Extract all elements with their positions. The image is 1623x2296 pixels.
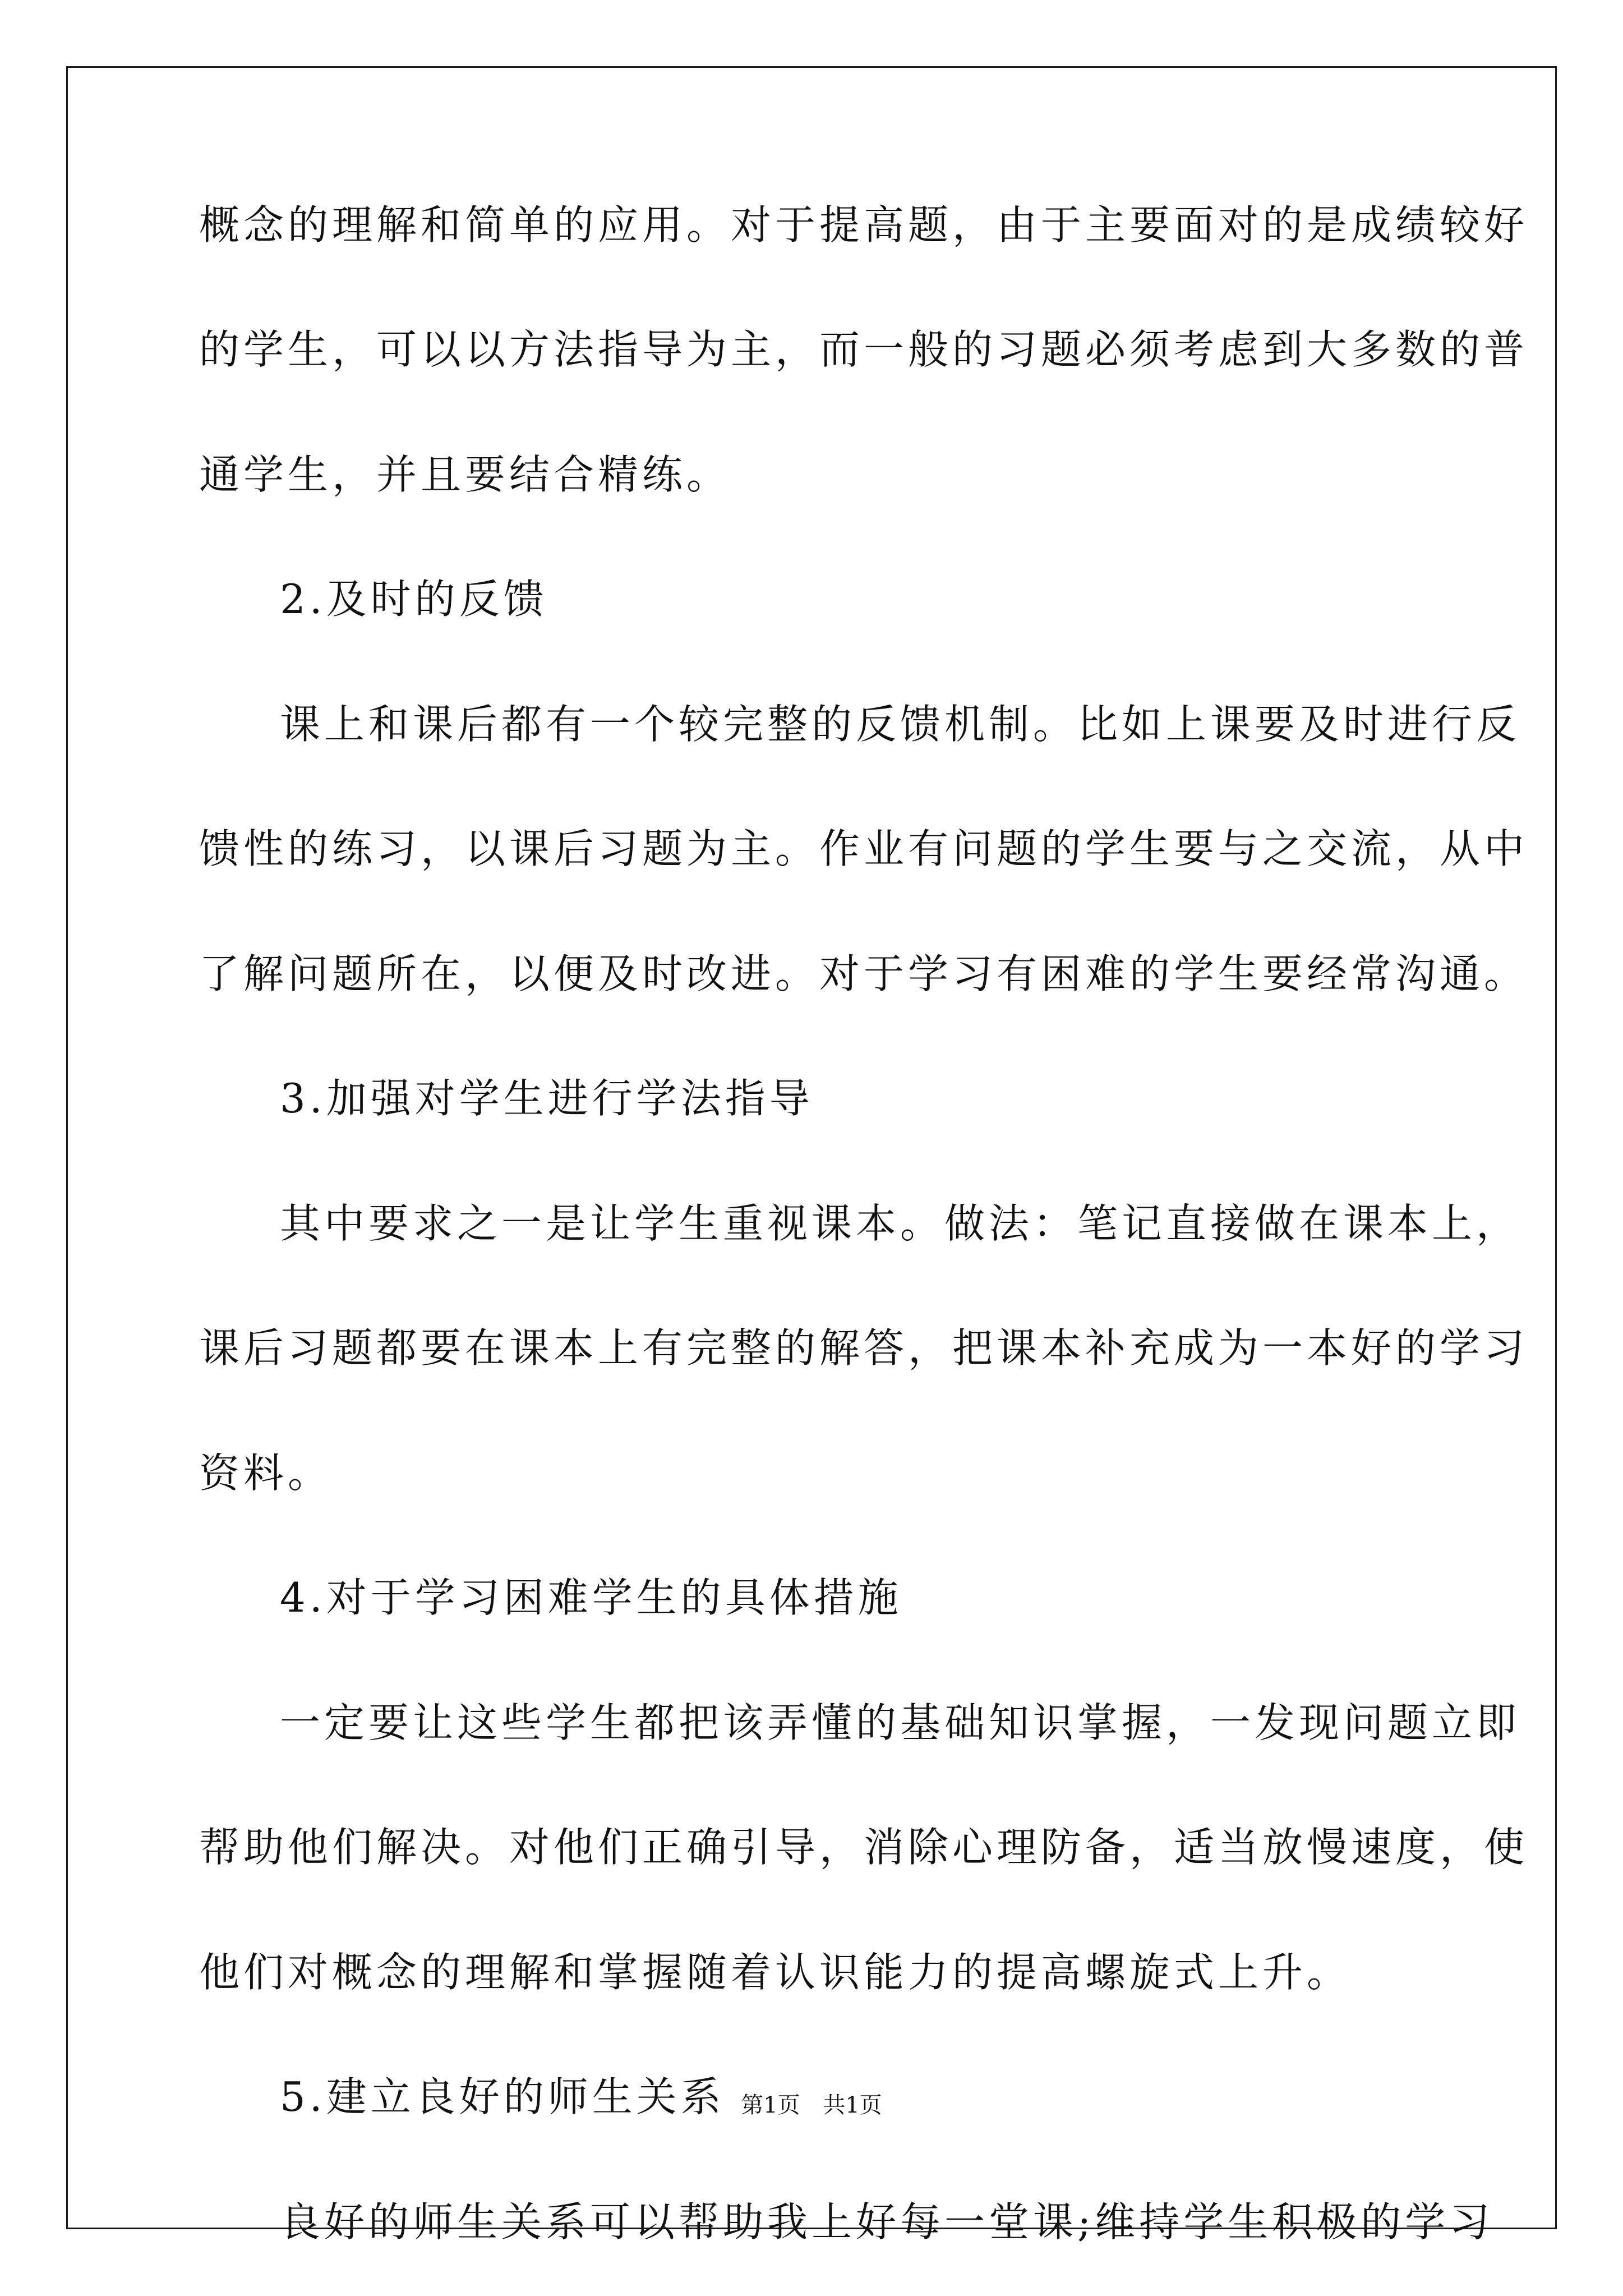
section-heading: 2.及时的反馈 (280, 576, 548, 623)
page-border (66, 66, 1557, 2229)
section-heading: 5.建立良好的师生关系 (280, 2073, 725, 2120)
paragraph-line: 课后习题都要在课本上有完整的解答，把课本补充成为一本好的学习 (199, 1324, 1529, 1372)
paragraph-line: 了解问题所在，以便及时改进。对于学习有困难的学生要经常沟通。 (199, 950, 1529, 997)
page-number: 第1页 (741, 2092, 800, 2118)
paragraph-line: 通学生，并且要结合精练。 (199, 451, 731, 498)
paragraph-line: 课上和课后都有一个较完整的反馈机制。比如上课要及时进行反 (280, 701, 1521, 748)
paragraph-line: 馈性的练习，以课后习题为主。作业有问题的学生要与之交流，从中 (199, 825, 1529, 872)
paragraph-line: 帮助他们解决。对他们正确引导，消除心理防备，适当放慢速度，使 (199, 1824, 1529, 1871)
section-heading: 3.加强对学生进行学法指导 (280, 1075, 814, 1122)
paragraph-line: 一定要让这些学生都把该弄懂的基础知识掌握，一发现问题立即 (280, 1699, 1521, 1746)
page-footer (0, 2091, 1623, 2119)
total-pages: 共1页 (823, 2092, 882, 2118)
paragraph-line: 其中要求之一是让学生重视课本。做法：笔记直接做在课本上， (280, 1200, 1521, 1247)
paragraph-line: 他们对概念的理解和掌握随着认识能力的提高螺旋式上升。 (199, 1949, 1352, 1996)
paragraph-line: 的学生，可以以方法指导为主，而一般的习题必须考虑到大多数的普 (199, 326, 1529, 373)
paragraph-line: 资料。 (199, 1450, 333, 1497)
section-heading: 4.对于学习困难学生的具体措施 (280, 1574, 902, 1621)
paragraph-line: 概念的理解和简单的应用。对于提高题，由于主要面对的是成绩较好 (199, 201, 1529, 249)
paragraph-line: 良好的师生关系可以帮助我上好每一堂课;维持学生积极的学习 (280, 2198, 1494, 2246)
